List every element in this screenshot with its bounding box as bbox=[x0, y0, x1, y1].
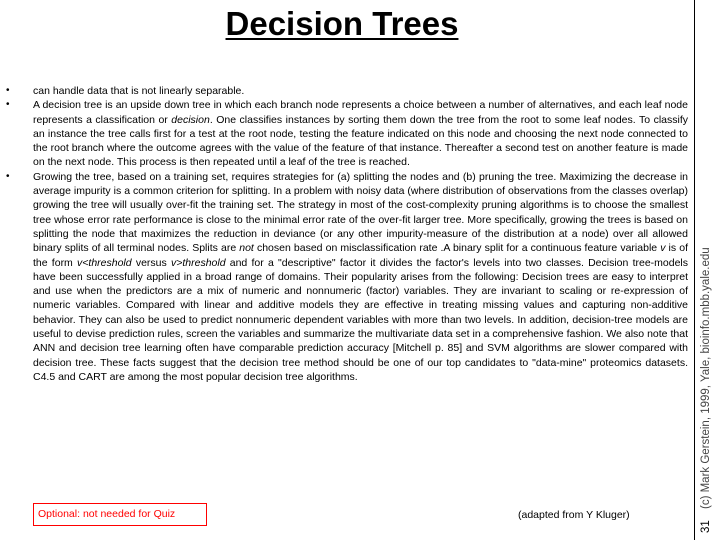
italic-term: v>threshold bbox=[170, 256, 226, 269]
bullet-text bbox=[33, 85, 244, 97]
bullet-item bbox=[6, 98, 688, 169]
slide-title: Decision Trees bbox=[225, 5, 459, 42]
text-run: can handle data that is not linearly separable. bbox=[33, 85, 245, 97]
copyright-credit: (c) Mark Gerstein, 1999, Yale, bioinfo.mbb.yale.edu bbox=[700, 247, 712, 509]
text-run: Growing the tree, based on a training set, requires strategies for (a) splitting the nodes and (b) pruning the tree. Maximizing the decrease in average impurity is a common criterion for splitting. In a problem with noisy data (where distribution of observations from the classes overlap) growing the tree will usually over-fit the training set. The strategy in most of the cost-complexity pruning algorithms is to choose the smallest tree whose error rate performance is close to the minimal error rate of the over-fit larger tree. More specifically, growing the trees is based on splitting the node that maximizes the reduction in deviance (or any other impurity-measure of the distribution at a node) over all allowed binary splits of all terminal nodes. Splits are bbox=[33, 170, 688, 255]
text-run: chosen based on misclassification rate .A binary split for a continuous feature variable bbox=[253, 242, 661, 255]
bullet-marker: • bbox=[6, 170, 10, 182]
attribution-text: (adapted from Y Kluger) bbox=[518, 509, 630, 521]
bullet-text bbox=[33, 99, 688, 168]
italic-term: not bbox=[239, 242, 254, 255]
italic-term: decision bbox=[171, 113, 210, 126]
bullet-marker: • bbox=[6, 85, 10, 96]
italic-term: v<threshold bbox=[77, 256, 132, 269]
bullet-item bbox=[6, 84, 688, 98]
bullet-list bbox=[6, 84, 688, 384]
bullet-marker: • bbox=[6, 99, 10, 111]
bullet-text bbox=[33, 171, 688, 383]
sidebar-text bbox=[696, 247, 716, 533]
text-run: . One classifies instances by sorting them down the tree from the root to some leaf nodes. To classify an instance the tree calls first for a test at the root node, testing the feature indicated on this node and choosing the next node connected to the root branch where the outcome agrees with the value of the feature of that instance. Thereafter a second test on another feature is made on the next node. This process is then repeated until a leaf of the tree is reached. bbox=[33, 113, 688, 169]
text-run: A decision tree is an upside down tree in which each branch node represents a choice between a number of alternatives, and each leaf node represents a classification or bbox=[33, 99, 688, 126]
text-run: is of the form bbox=[33, 242, 688, 269]
page-number: 31 bbox=[700, 520, 712, 533]
bullet-item bbox=[6, 170, 688, 384]
text-run: versus bbox=[131, 256, 171, 269]
italic-term: v bbox=[660, 242, 666, 255]
text-run: and for a "descriptive" factor it divides the factor's levels into two classes. Decision tree-models have been successfully applied in a broad range of domains. Their popularity arises from the following: Decision trees are easy to interpret and use when the predictors are a mix of numeric and nonnumeric (factor) variables. They are invariant to scaling or re-expression of numeric variables. Compared with linear and additive models they are effective in treating missing values and capturing non-additive behavior. They can also be used to predict nonnumeric dependent variables with more than two levels. In addition, decision-tree models are useful to devise prediction rules, screen the variables and summarize the multivariate data set in a comprehensive fashion. We also note that ANN and decision tree learning often have comparable prediction accuracy [Mitchell p. 85] and SVM algorithms are slower compared with decision tree. These facts suggest that the decision tree method should be one of our top candidates to "data-mine" proteomics datasets. C4.5 and CART are among the most popular decision tree algorithms. bbox=[33, 256, 689, 383]
optional-note-box: Optional: not needed for Quiz bbox=[33, 503, 207, 526]
